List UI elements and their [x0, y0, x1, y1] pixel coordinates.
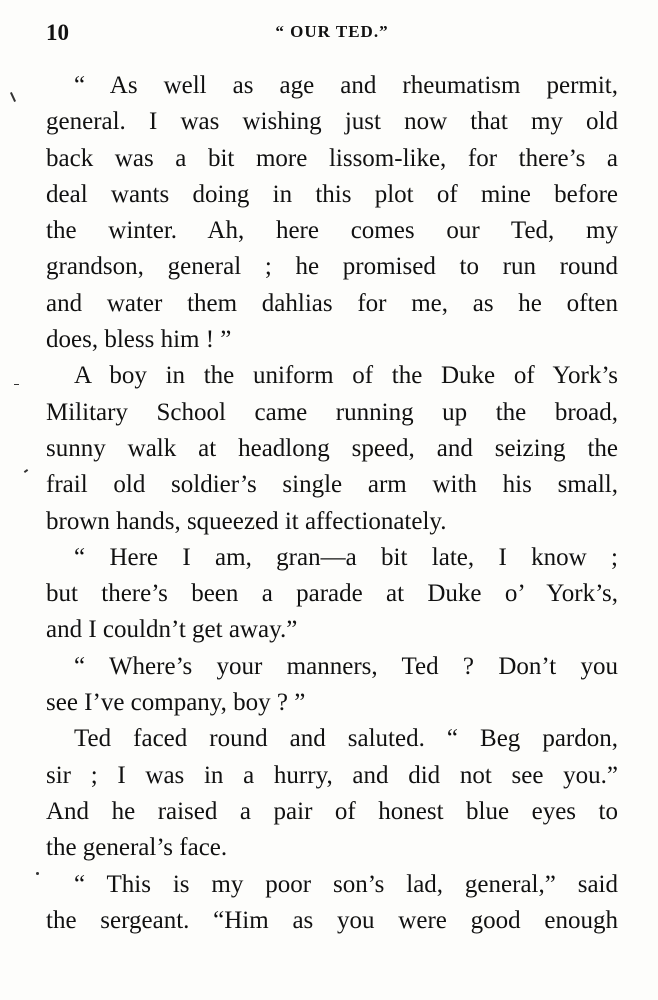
paragraph [46, 358, 618, 539]
scan-speck [10, 92, 16, 102]
text-line: sunny walk at headlong speed, and seizing the [46, 434, 618, 462]
paragraph [46, 721, 618, 866]
text-line: “ This is my poor son’s lad, general,” said [74, 870, 618, 898]
text-line: brown hands, squeezed it affectionately. [46, 507, 447, 535]
text-line: grandson, general ; he promised to run round [46, 253, 618, 281]
text-line: but there’s been a parade at Duke o’ York’s, [46, 580, 618, 608]
running-title: “ OUR TED.” [275, 22, 389, 41]
text-line: Ted faced round and saluted. “ Beg pardon, [74, 725, 618, 753]
text-line: and I couldn’t get away.” [46, 616, 298, 644]
paragraph [46, 867, 618, 940]
paragraph [46, 540, 618, 649]
text-line: A boy in the uniform of the Duke of York’s [74, 362, 618, 390]
page-header [46, 20, 618, 50]
text-line: frail old soldier’s single arm with his small, [46, 471, 618, 499]
scan-speck [24, 469, 28, 473]
text-line: sir ; I was in a hurry, and did not see you.” [46, 761, 618, 789]
text-line: the winter. Ah, here comes our Ted, my [46, 217, 618, 245]
text-line: back was a bit more lissom-like, for there’s a [46, 144, 618, 172]
scan-speck [36, 872, 39, 875]
text-line: “ As well as age and rheumatism permit, [74, 72, 618, 99]
text-line: “ Here I am, gran—a bit late, I know ; [74, 543, 618, 571]
text-line: does, bless him ! ” [46, 326, 232, 354]
body-text [46, 68, 618, 939]
text-line: the sergeant. “Him as you were good enough [46, 906, 618, 934]
scan-speck [14, 384, 19, 385]
text-line: and water them dahlias for me, as he often [46, 289, 618, 317]
text-line: deal wants doing in this plot of mine before [46, 180, 618, 208]
text-line: And he raised a pair of honest blue eyes to [46, 797, 618, 825]
text-line: see I’ve company, boy ? ” [46, 689, 306, 717]
text-line: Military School came running up the broad, [46, 398, 618, 426]
text-line: the general’s face. [46, 834, 228, 862]
paragraph [46, 649, 618, 722]
page-number: 10 [46, 20, 69, 45]
text-line: general. I was wishing just now that my old [46, 108, 618, 136]
paragraph [46, 68, 618, 358]
text-line: “ Where’s your manners, Ted ? Don’t you [74, 652, 618, 680]
